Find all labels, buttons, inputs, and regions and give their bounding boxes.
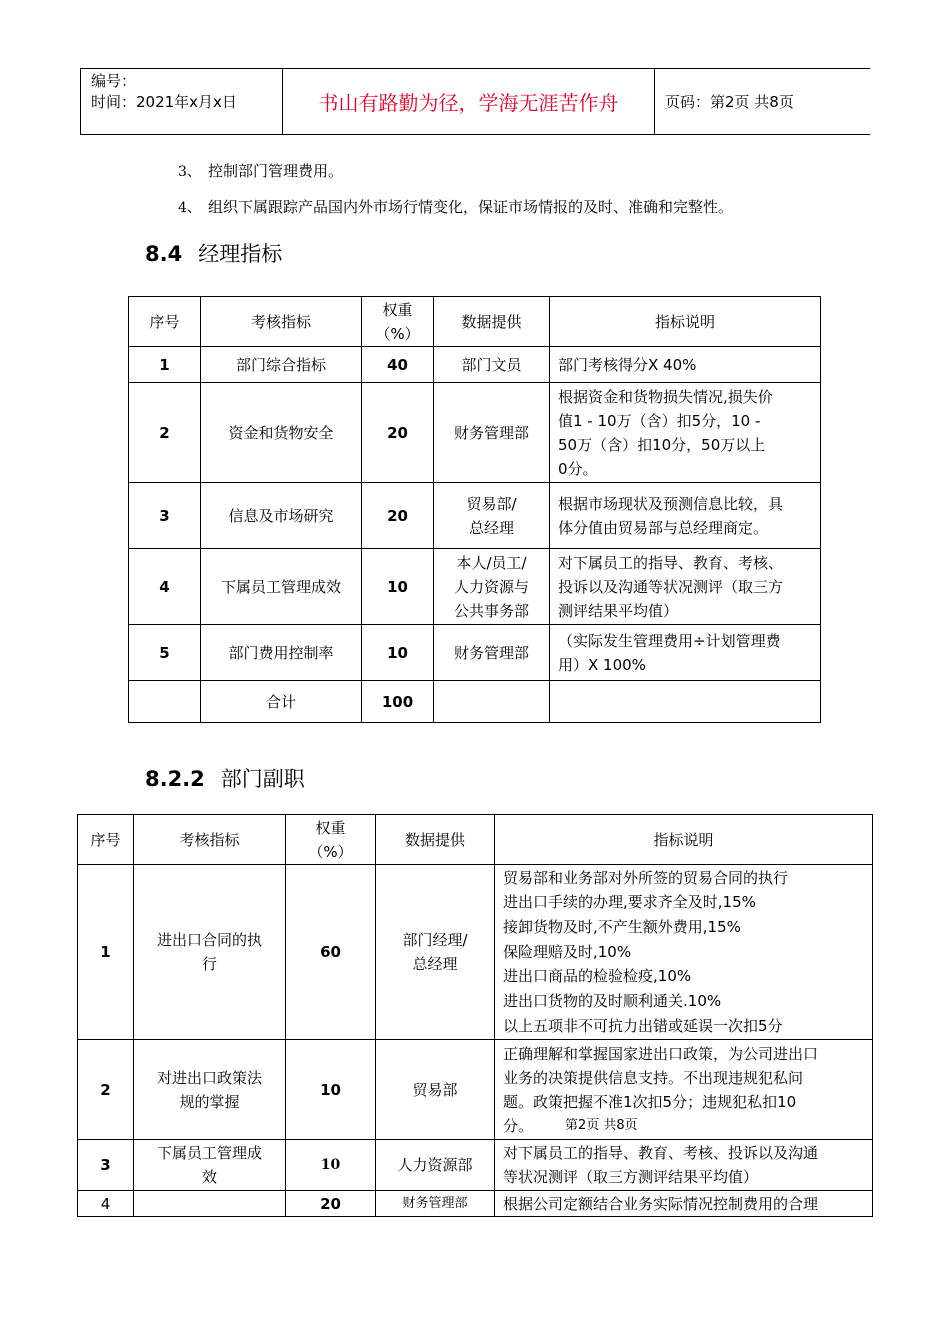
row-indicator: 部门费用控制率 [201, 625, 362, 681]
total-weight: 100 [362, 681, 434, 723]
header-motto: 书山有路勤为径，学海无涯苦作舟 [283, 69, 655, 134]
row-no: 4 [129, 549, 201, 625]
row-weight: 20 [286, 1191, 376, 1217]
section-title: 部门副职 [220, 767, 305, 791]
row-indicator: 信息及市场研究 [201, 483, 362, 549]
col-header-indicator: 考核指标 [201, 297, 362, 347]
row-no: 2 [129, 383, 201, 483]
row-weight: 10 [286, 1140, 376, 1191]
row-description: 部门考核得分X 40% [550, 347, 821, 383]
row-description: （实际发生管理费用÷计划管理费 用）X 100% [550, 625, 821, 681]
row-no: 4 [78, 1191, 134, 1217]
row-source: 财务管理部 [376, 1191, 495, 1217]
row-no: 1 [78, 865, 134, 1040]
row-indicator [134, 1191, 286, 1217]
paragraph-number: 3、 [178, 164, 201, 180]
section-number: 8.2.2 [145, 767, 205, 791]
row-source: 贸易部/ 总经理 [434, 483, 550, 549]
col-header-description: 指标说明 [495, 815, 873, 865]
page-header [80, 68, 870, 135]
section-number: 8.4 [145, 242, 183, 266]
row-source: 财务管理部 [434, 625, 550, 681]
paragraph-text: 控制部门管理费用。 [208, 162, 344, 180]
table-total-row [129, 681, 821, 723]
row-source: 财务管理部 [434, 383, 550, 483]
row-indicator: 进出口合同的执 行 [134, 865, 286, 1040]
row-source: 人力资源部 [376, 1140, 495, 1191]
row-source: 贸易部 [376, 1040, 495, 1140]
row-indicator: 对进出口政策法 规的掌握 [134, 1040, 286, 1140]
row-description: 对下属员工的指导、教育、考核、投诉以及沟通 等状况测评（取三方测评结果平均值） [495, 1140, 873, 1191]
col-header-description: 指标说明 [550, 297, 821, 347]
row-weight: 10 [362, 625, 434, 681]
header-id-label: 编号： [91, 72, 137, 90]
row-weight: 20 [362, 483, 434, 549]
deputy-kpi-table [77, 814, 873, 1217]
col-header-indicator: 考核指标 [134, 815, 286, 865]
table-header-row [78, 815, 873, 865]
row-weight: 40 [362, 347, 434, 383]
row-description: 根据市场现状及预测信息比较，具 体分值由贸易部与总经理商定。 [550, 483, 821, 549]
row-weight: 10 [286, 1040, 376, 1140]
col-header-no: 序号 [129, 297, 201, 347]
table-row [78, 1191, 873, 1217]
manager-kpi-table [128, 296, 821, 723]
row-description: 根据资金和货物损失情况,损失价 值1 - 10万（含）扣5分，10 - 50万（含）扣10分，50万以上 0分。 [550, 383, 821, 483]
table-header-row [129, 297, 821, 347]
paragraph-3 [178, 160, 343, 181]
row-no: 2 [78, 1040, 134, 1140]
table-row [129, 625, 821, 681]
header-date: 时间：2021年x月x日 [91, 93, 237, 111]
row-indicator: 下属员工管理成效 [201, 549, 362, 625]
paragraph-text: 组织下属跟踪产品国内外市场行情变化，保证市场情报的及时、准确和完整性。 [208, 198, 734, 216]
row-no: 5 [129, 625, 201, 681]
header-meta [81, 69, 283, 134]
table-row [129, 347, 821, 383]
section-heading-deputy [145, 763, 305, 793]
header-page-info: 页码：第2页 共8页 [665, 93, 794, 111]
row-description: 贸易部和业务部对外所签的贸易合同的执行 进出口手续的办理,要求齐全及时,15% 接卸货物及时,不产生额外费用,15% 保险理赔及时,10% 进出口商品的检验检疫,10% 进出口货物的及时顺利通关.10% 以上五项非不可抗力出错或延误一次扣5分 [495, 865, 873, 1040]
table-row [129, 483, 821, 549]
row-description: 正确理解和掌握国家进出口政策，为公司进出口 业务的决策提供信息支持。不出现违规犯私问 题。政策把握不准1次扣5分；违规犯私扣10 分。 [495, 1040, 873, 1140]
table-row [78, 1140, 873, 1191]
col-header-no: 序号 [78, 815, 134, 865]
row-description: 对下属员工的指导、教育、考核、 投诉以及沟通等状况测评（取三方 测评结果平均值） [550, 549, 821, 625]
page-footer: 第2页 共8页 [565, 1118, 638, 1133]
table-row [129, 549, 821, 625]
row-indicator: 下属员工管理成 效 [134, 1140, 286, 1191]
table-row [78, 865, 873, 1040]
row-source: 本人/员工/ 人力资源与 公共事务部 [434, 549, 550, 625]
col-header-weight: 权重 （%） [362, 297, 434, 347]
row-source: 部门经理/ 总经理 [376, 865, 495, 1040]
paragraph-4 [178, 196, 733, 217]
table-row [78, 1040, 873, 1140]
section-heading-manager [145, 238, 282, 268]
row-weight: 10 [362, 549, 434, 625]
row-indicator: 资金和货物安全 [201, 383, 362, 483]
col-header-source: 数据提供 [376, 815, 495, 865]
row-indicator: 部门综合指标 [201, 347, 362, 383]
col-header-source: 数据提供 [434, 297, 550, 347]
row-no: 3 [129, 483, 201, 549]
row-weight: 60 [286, 865, 376, 1040]
row-weight: 20 [362, 383, 434, 483]
col-header-weight: 权重 （%） [286, 815, 376, 865]
total-label: 合计 [201, 681, 362, 723]
section-title: 经理指标 [198, 242, 283, 266]
row-source: 部门文员 [434, 347, 550, 383]
row-no: 3 [78, 1140, 134, 1191]
row-description: 根据公司定额结合业务实际情况控制费用的合理 [495, 1191, 873, 1217]
table-row [129, 383, 821, 483]
row-no: 1 [129, 347, 201, 383]
paragraph-number: 4、 [178, 200, 201, 216]
